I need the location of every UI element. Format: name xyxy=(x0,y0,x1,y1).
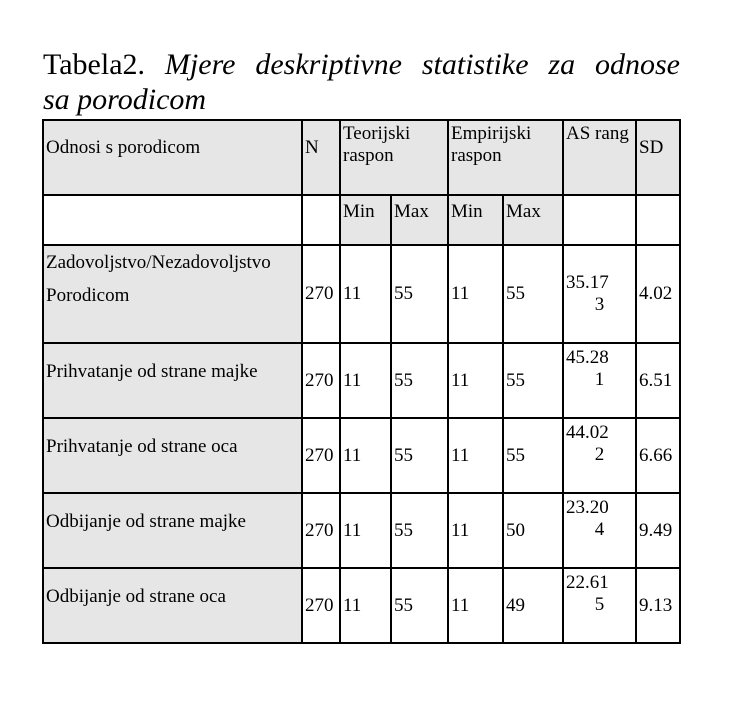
subheader-empirical-min: Min xyxy=(448,195,503,245)
subheader-empirical-max: Max xyxy=(503,195,563,245)
cell-sd: 6.66 xyxy=(636,418,680,493)
cell-empirical-max: 55 xyxy=(503,418,563,493)
cell-empirical-max: 50 xyxy=(503,493,563,568)
cell-empirical-max: 55 xyxy=(503,343,563,418)
header-empirical-range: Empirijski raspon xyxy=(448,120,563,195)
cell-empirical-min: 11 xyxy=(448,568,503,643)
subheader-empty-sd xyxy=(636,195,680,245)
table-row xyxy=(43,343,680,418)
cell-sd: 4.02 xyxy=(636,245,680,343)
cell-n: 270 xyxy=(302,418,340,493)
cell-theoretical-min: 11 xyxy=(340,245,391,343)
table-row xyxy=(43,418,680,493)
table-row xyxy=(43,493,680,568)
cell-sd: 6.51 xyxy=(636,343,680,418)
caption-title-line2: sa porodicom xyxy=(43,83,207,116)
cell-as-rank: 44.02 2 xyxy=(563,418,636,493)
cell-theoretical-min: 11 xyxy=(340,568,391,643)
cell-empirical-min: 11 xyxy=(448,343,503,418)
header-as-rank: AS rang xyxy=(563,120,636,195)
cell-empirical-min: 11 xyxy=(448,418,503,493)
header-row xyxy=(43,120,680,195)
cell-n: 270 xyxy=(302,493,340,568)
cell-empirical-min: 11 xyxy=(448,245,503,343)
cell-theoretical-min: 11 xyxy=(340,343,391,418)
cell-empirical-max: 55 xyxy=(503,245,563,343)
subheader-theoretical-max: Max xyxy=(391,195,448,245)
cell-n: 270 xyxy=(302,343,340,418)
cell-sd: 9.13 xyxy=(636,568,680,643)
subheader-empty xyxy=(43,195,302,245)
subheader-empty-n xyxy=(302,195,340,245)
header-theoretical-range: Teorijski raspon xyxy=(340,120,448,195)
header-sd: SD xyxy=(636,120,680,195)
subheader-theoretical-min: Min xyxy=(340,195,391,245)
cell-theoretical-max: 55 xyxy=(391,343,448,418)
cell-as-rank: 22.61 5 xyxy=(563,568,636,643)
cell-theoretical-min: 11 xyxy=(340,418,391,493)
table-row xyxy=(43,245,680,343)
cell-theoretical-max: 55 xyxy=(391,245,448,343)
table-caption xyxy=(43,48,680,82)
row-label: Odbijanje od strane oca xyxy=(43,568,302,643)
cell-empirical-min: 11 xyxy=(448,493,503,568)
subheader-row xyxy=(43,195,680,245)
cell-n: 270 xyxy=(302,568,340,643)
caption-title-line1: Mjere deskriptivne statistike za odnose xyxy=(164,48,680,81)
row-label: Zadovoljstvo/Nezadovoljstvo Porodicom xyxy=(43,245,302,343)
cell-n: 270 xyxy=(302,245,340,343)
subheader-empty-as xyxy=(563,195,636,245)
cell-theoretical-max: 55 xyxy=(391,568,448,643)
cell-empirical-max: 49 xyxy=(503,568,563,643)
header-n: N xyxy=(302,120,340,195)
cell-theoretical-min: 11 xyxy=(340,493,391,568)
table-row xyxy=(43,568,680,643)
cell-as-rank: 45.28 1 xyxy=(563,343,636,418)
cell-as-rank: 35.17 3 xyxy=(563,245,636,343)
cell-sd: 9.49 xyxy=(636,493,680,568)
cell-theoretical-max: 55 xyxy=(391,418,448,493)
row-label: Odbijanje od strane majke xyxy=(43,493,302,568)
header-label: Odnosi s porodicom xyxy=(43,120,302,195)
caption-prefix: Tabela2. xyxy=(43,48,146,81)
cell-as-rank: 23.20 4 xyxy=(563,493,636,568)
row-label: Prihvatanje od strane majke xyxy=(43,343,302,418)
statistics-table xyxy=(42,119,681,644)
cell-theoretical-max: 55 xyxy=(391,493,448,568)
row-label: Prihvatanje od strane oca xyxy=(43,418,302,493)
